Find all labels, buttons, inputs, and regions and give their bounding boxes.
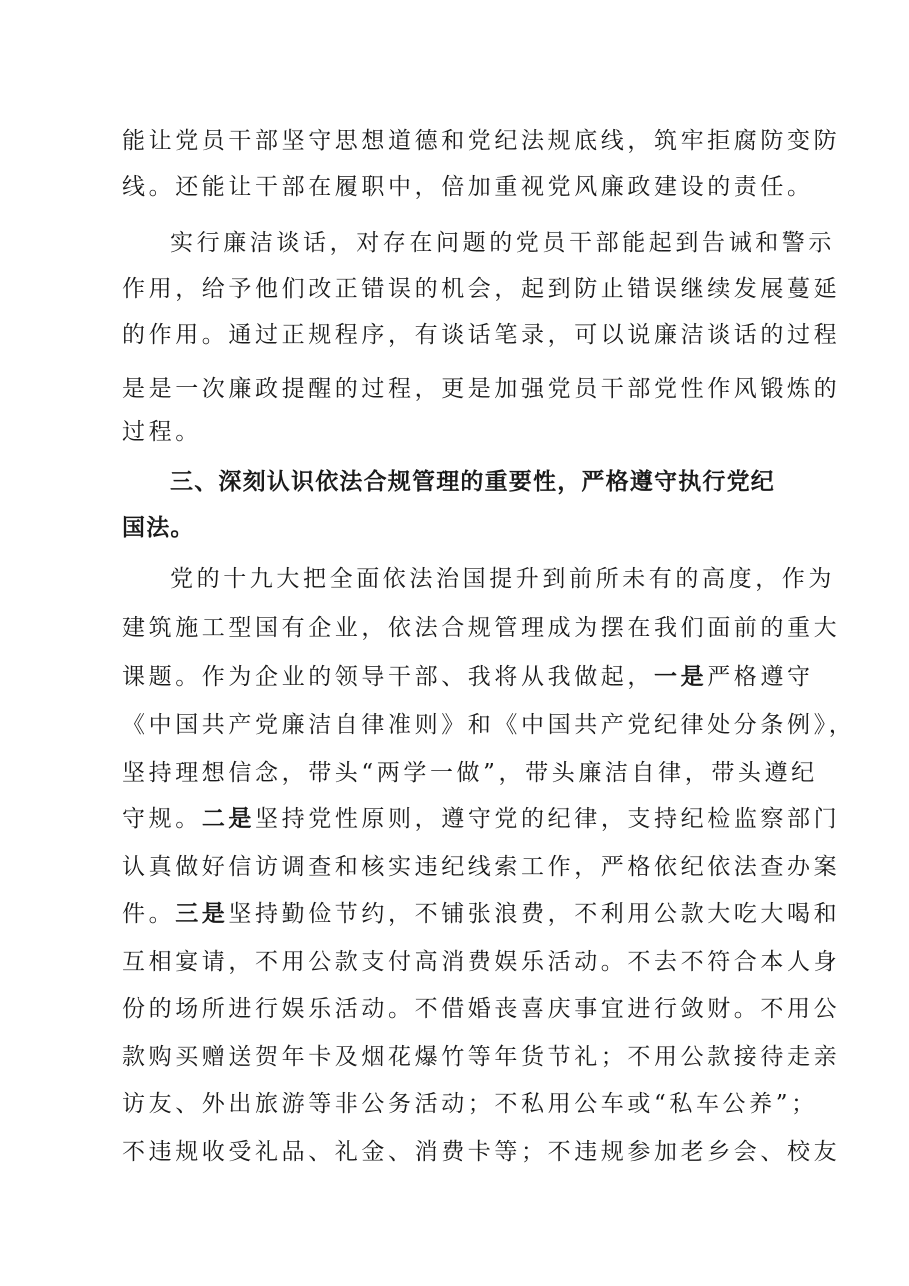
paragraph-line: 过程。 (122, 419, 202, 445)
section-heading: 国法。 (122, 515, 195, 541)
paragraph-line: 是是一次廉政提醒的过程，更是加强党员干部党性作风锻炼的 (122, 376, 841, 402)
paragraph-line: 款购买赠送贺年卡及烟花爆竹等年货节礼；不用公款接待走亲 (122, 1044, 841, 1070)
paragraph-line: 《中国共产党廉洁自律准则》和《中国共产党纪律处分条例》， (122, 712, 856, 738)
paragraph-line: 能让党员干部坚守思想道德和党纪法规底线，筑牢拒腐防变防 (122, 128, 841, 154)
paragraph-line: 作用，给予他们改正错误的机会，起到防止错误继续发展蔓延 (122, 276, 841, 302)
paragraph-line: 份的场所进行娱乐活动。不借婚丧喜庆事宜进行敛财。不用公 (122, 996, 841, 1022)
paragraph-line: 守规。二是坚持党性原则，遵守党的纪律，支持纪检监察部门 (122, 806, 841, 832)
point-lead: 三是 (175, 901, 229, 927)
paragraph-line: 建筑施工型国有企业，依法合规管理成为摆在我们面前的重大 (122, 615, 841, 641)
section-heading: 三、深刻认识依法合规管理的重要性，严格遵守执行党纪 (170, 469, 775, 495)
paragraph-line: 线。还能让干部在履职中，倍加重视党风廉政建设的责任。 (122, 174, 814, 200)
paragraph-line: 认真做好信访调查和核实违纪线索工作，严格依纪依法查办案 (122, 854, 841, 880)
paragraph-line: 互相宴请，不用公款支付高消费娱乐活动。不去不符合本人身 (122, 949, 841, 975)
point-lead: 二是 (201, 806, 256, 832)
point-lead: 一是 (654, 664, 708, 690)
paragraph-line: 件。三是坚持勤俭节约，不铺张浪费，不利用公款大吃大喝和 (122, 901, 841, 927)
paragraph-line: 访友、外出旅游等非公务活动；不私用公车或“私车公养”； (122, 1091, 818, 1117)
paragraph-line: 不违规收受礼品、礼金、消费卡等；不违规参加老乡会、校友 (122, 1139, 841, 1165)
paragraph-line: 坚持理想信念，带头“两学一做”，带头廉洁自律，带头遵纪 (122, 760, 818, 786)
paragraph-line: 的作用。通过正规程序，有谈话笔录，可以说廉洁谈话的过程 (122, 322, 841, 348)
paragraph-line: 党的十九大把全面依法治国提升到前所未有的高度，作为 (170, 566, 835, 592)
paragraph-line: 实行廉洁谈话，对存在问题的党员干部能起到告诫和警示 (170, 230, 835, 256)
paragraph-line: 课题。作为企业的领导干部、我将从我做起，一是严格遵守 (122, 664, 814, 690)
